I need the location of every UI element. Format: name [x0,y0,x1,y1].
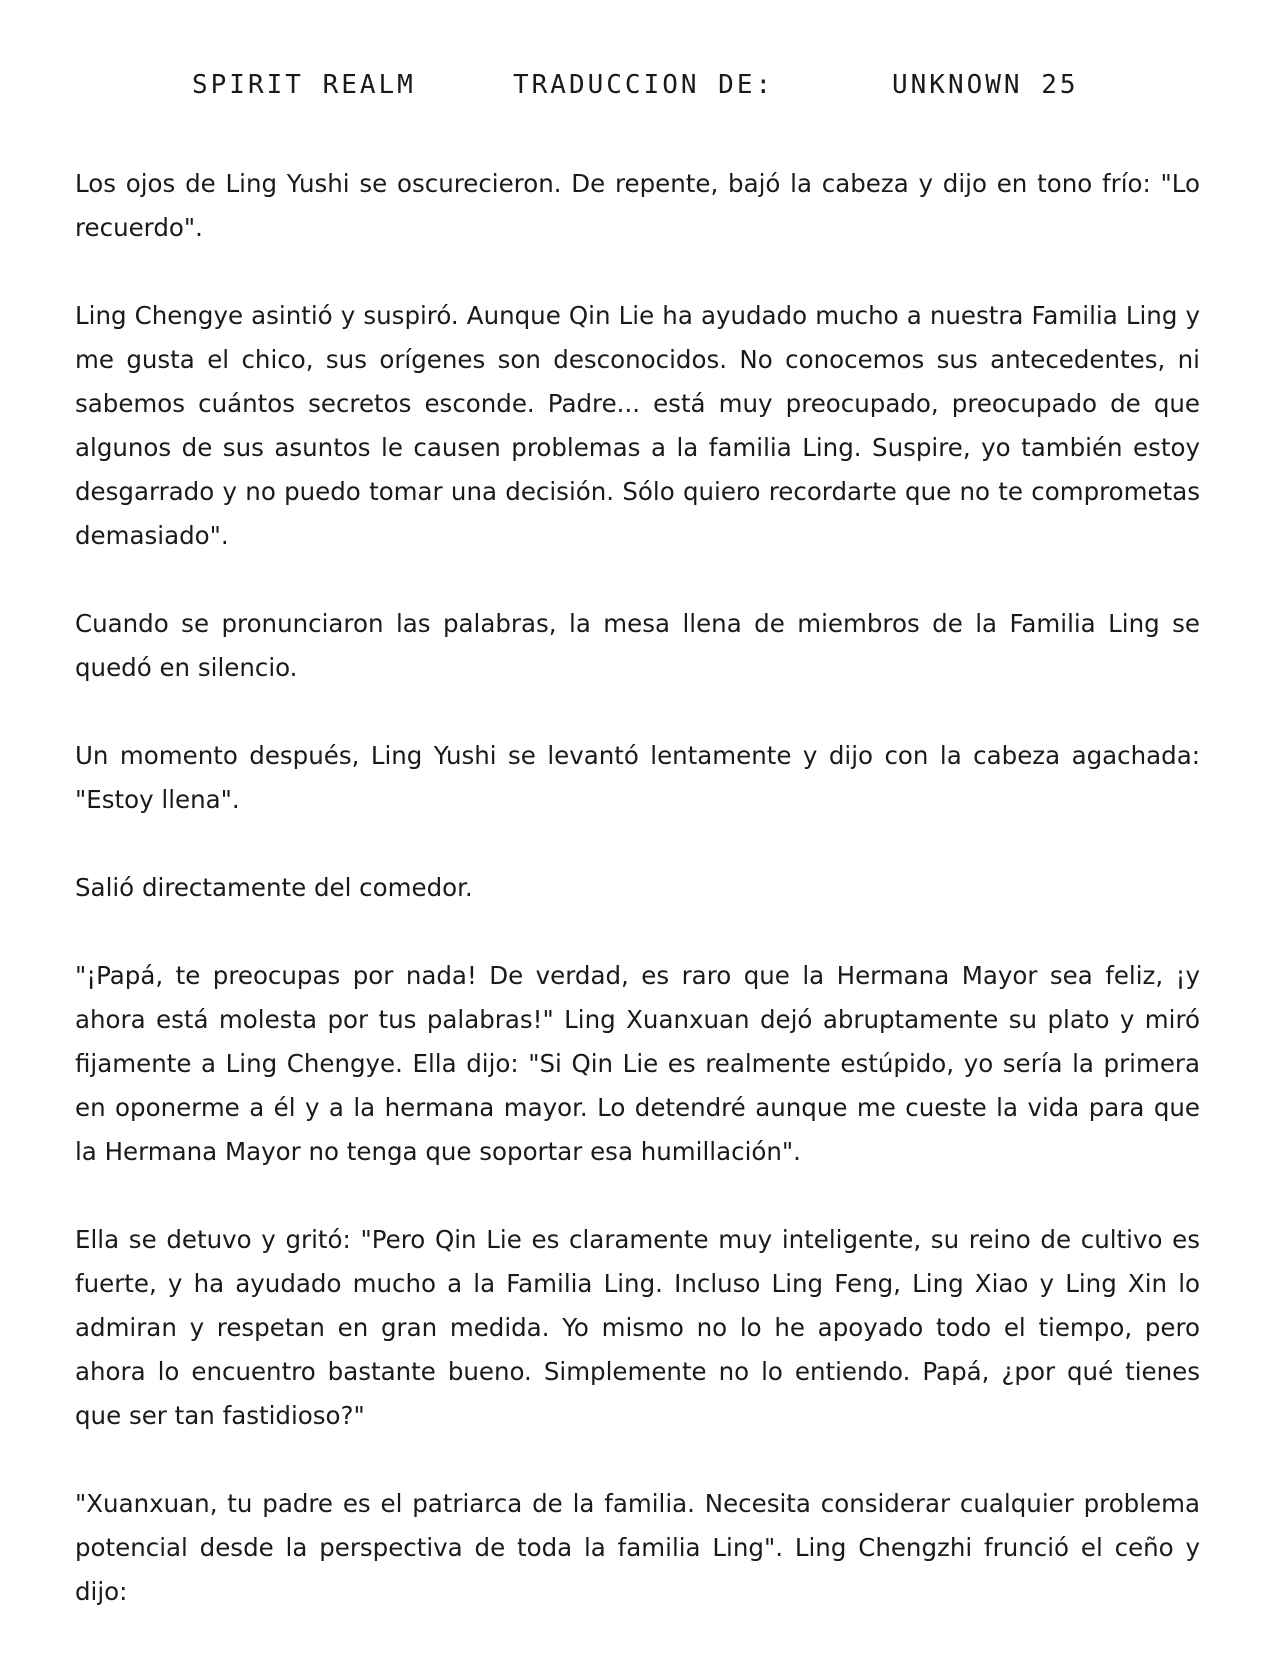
series-title: SPIRIT REALM [192,70,416,100]
paragraph: Ling Chengye asintió y suspiró. Aunque Qin Lie ha ayudado mucho a nuestra Familia Ling y me gusta el chico, sus orígenes son desconocidos. No conocemos sus antecedentes, ni sabemos cuántos secretos esconde. Padre... está muy preocupado, preocupado de que algunos de sus asuntos le causen problemas a la familia Ling. Suspire, yo también estoy desgarrado y no puedo tomar una decisión. Sólo quiero recordarte que no te comprometas demasiado". [75,301,1200,550]
translator-name: UNKNOWN 25 [892,70,1079,100]
page-header [0,70,1275,110]
paragraph: Salió directamente del comedor. [75,873,473,902]
translation-label: TRADUCCION DE: [513,70,775,100]
paragraph: Los ojos de Ling Yushi se oscurecieron. De repente, bajó la cabeza y dijo en tono frío: "Lo recuerdo". [75,169,1200,242]
paragraph: Ella se detuvo y gritó: "Pero Qin Lie es claramente muy inteligente, su reino de cultivo es fuerte, y ha ayudado mucho a la Familia Ling. Incluso Ling Feng, Ling Xiao y Ling Xin lo admiran y respetan en gran medida. Yo mismo no lo he apoyado todo el tiempo, pero ahora lo encuentro bastante bueno. Simplemente no lo entiendo. Papá, ¿por qué tienes que ser tan fastidioso?" [75,1225,1200,1430]
paragraph: Cuando se pronunciaron las palabras, la mesa llena de miembros de la Familia Ling se quedó en silencio. [75,609,1200,682]
paragraph: Un momento después, Ling Yushi se levantó lentamente y dijo con la cabeza agachada: "Estoy llena". [75,741,1200,814]
paragraph: "¡Papá, te preocupas por nada! De verdad, es raro que la Hermana Mayor sea feliz, ¡y ahora está molesta por tus palabras!" Ling Xuanxuan dejó abruptamente su plato y miró fijamente a Ling Chengye. Ella dijo: "Si Qin Lie es realmente estúpido, yo sería la primera en oponerme a él y a la hermana mayor. Lo detendré aunque me cueste la vida para que la Hermana Mayor no tenga que soportar esa humillación". [75,961,1200,1166]
paragraph: "Xuanxuan, tu padre es el patriarca de la familia. Necesita considerar cualquier problema potencial desde la perspectiva de toda la familia Ling". Ling Chengzhi frunció el ceño y dijo: [75,1489,1200,1606]
document-body [75,162,1200,1658]
